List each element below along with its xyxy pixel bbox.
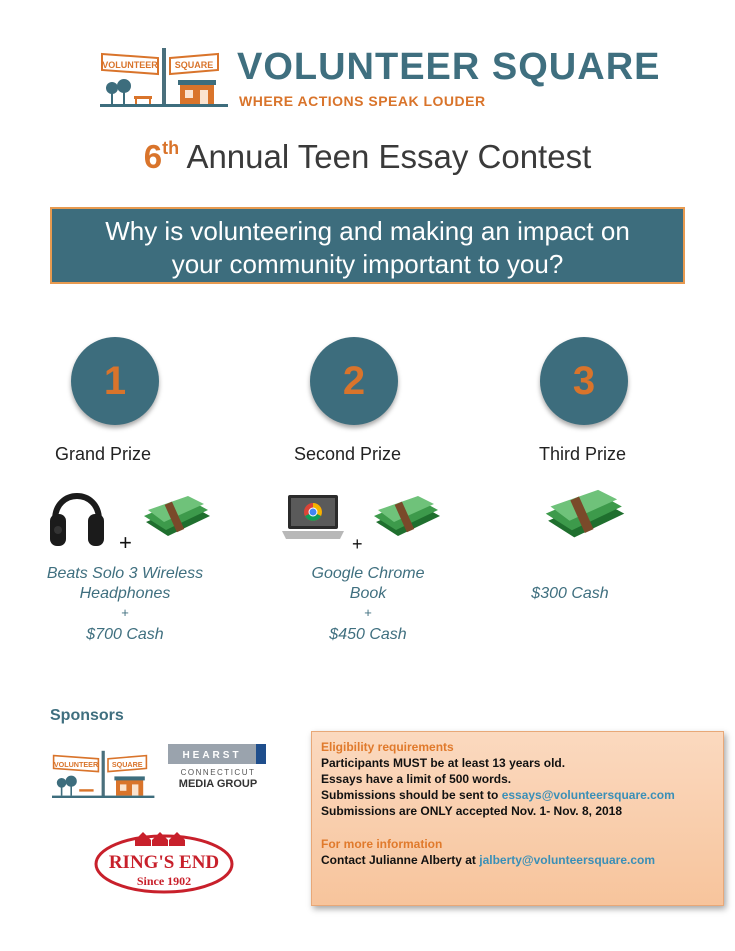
prize-1-number-circle: 1 [71, 337, 159, 425]
prize-2-item-line-1: Google Chrome [311, 565, 425, 582]
contest-title-text: Annual Teen Essay Contest [186, 138, 592, 175]
cash-stack-icon [541, 488, 629, 544]
prize-3-name: Third Prize [539, 444, 627, 464]
svg-text:MEDIA GROUP: MEDIA GROUP [178, 778, 258, 790]
prize-2-plus: + [364, 605, 372, 620]
question-line-1: Why is volunteering and making an impact on [105, 216, 630, 246]
svg-text:HEARST: HEARST [182, 750, 242, 761]
rings-end-logo [93, 826, 235, 894]
volunteer-square-logo [100, 44, 230, 110]
submission-email-link[interactable]: essays@volunteersquare.com [501, 788, 675, 802]
contest-ordinal-suffix: th [162, 138, 180, 158]
essay-question-box [50, 207, 685, 284]
submission-prefix: Submissions should be sent to [321, 788, 502, 802]
prize-3-number-circle: 3 [540, 337, 628, 425]
prize-2-number-circle: 2 [310, 337, 398, 425]
more-info-heading: For more information [321, 837, 443, 851]
laptop-icon [280, 493, 346, 545]
prize-1-name: Grand Prize [55, 444, 152, 464]
eligibility-info-box [311, 731, 724, 906]
prize-2-item [283, 564, 453, 604]
prize-2-item-line-2: Book [349, 585, 387, 602]
eligibility-word-limit: Essays have a limit of 500 words. [321, 772, 512, 786]
cash-stack-icon [140, 496, 214, 540]
hearst-media-group-logo [168, 744, 268, 790]
prize-2-name: Second Prize [294, 444, 402, 464]
volunteer-square-sponsor-logo [52, 742, 156, 806]
eligibility-submission-email-line [321, 787, 714, 803]
brand-title: VOLUNTEER SQUARE [237, 46, 661, 88]
prize-3-cash: $300 Cash [531, 585, 609, 602]
prize-2-plus-sign: + [352, 534, 363, 554]
svg-text:SQUARE: SQUARE [111, 759, 143, 769]
headphones-icon [47, 478, 107, 550]
svg-text:Since 1902: Since 1902 [136, 874, 192, 888]
contact-line [321, 852, 714, 868]
prize-1-item-line-1: Beats Solo 3 Wireless [46, 565, 204, 582]
contest-title [0, 138, 735, 176]
question-line-2: your community important to you? [171, 249, 564, 279]
prize-1-plus: + [121, 605, 129, 620]
contest-ordinal-number: 6 [143, 138, 163, 175]
cash-stack-icon [370, 496, 444, 540]
contact-email-link[interactable]: jalberty@volunteersquare.com [479, 853, 656, 867]
eligibility-dates: Submissions are ONLY accepted Nov. 1- Nov. 8, 2018 [321, 804, 623, 818]
eligibility-age: Participants MUST be at least 13 years old. [321, 756, 566, 770]
prize-1-plus-sign: + [119, 530, 132, 555]
svg-text:SQUARE: SQUARE [174, 60, 214, 70]
prize-2-cash: $450 Cash [329, 626, 407, 643]
svg-text:RING'S END: RING'S END [108, 852, 220, 873]
svg-text:VOLUNTEER: VOLUNTEER [53, 759, 99, 769]
contact-prefix: Contact Julianne Alberty at [321, 853, 480, 867]
prize-1-item-line-2: Headphones [79, 585, 171, 602]
prize-1-item [40, 564, 210, 604]
prize-1-cash: $700 Cash [86, 626, 164, 643]
svg-text:VOLUNTEER: VOLUNTEER [102, 60, 158, 70]
sponsors-heading: Sponsors [50, 707, 124, 724]
svg-text:CONNECTICUT: CONNECTICUT [180, 768, 256, 777]
eligibility-heading: Eligibility requirements [321, 740, 454, 754]
brand-tagline: WHERE ACTIONS SPEAK LOUDER [239, 93, 486, 109]
